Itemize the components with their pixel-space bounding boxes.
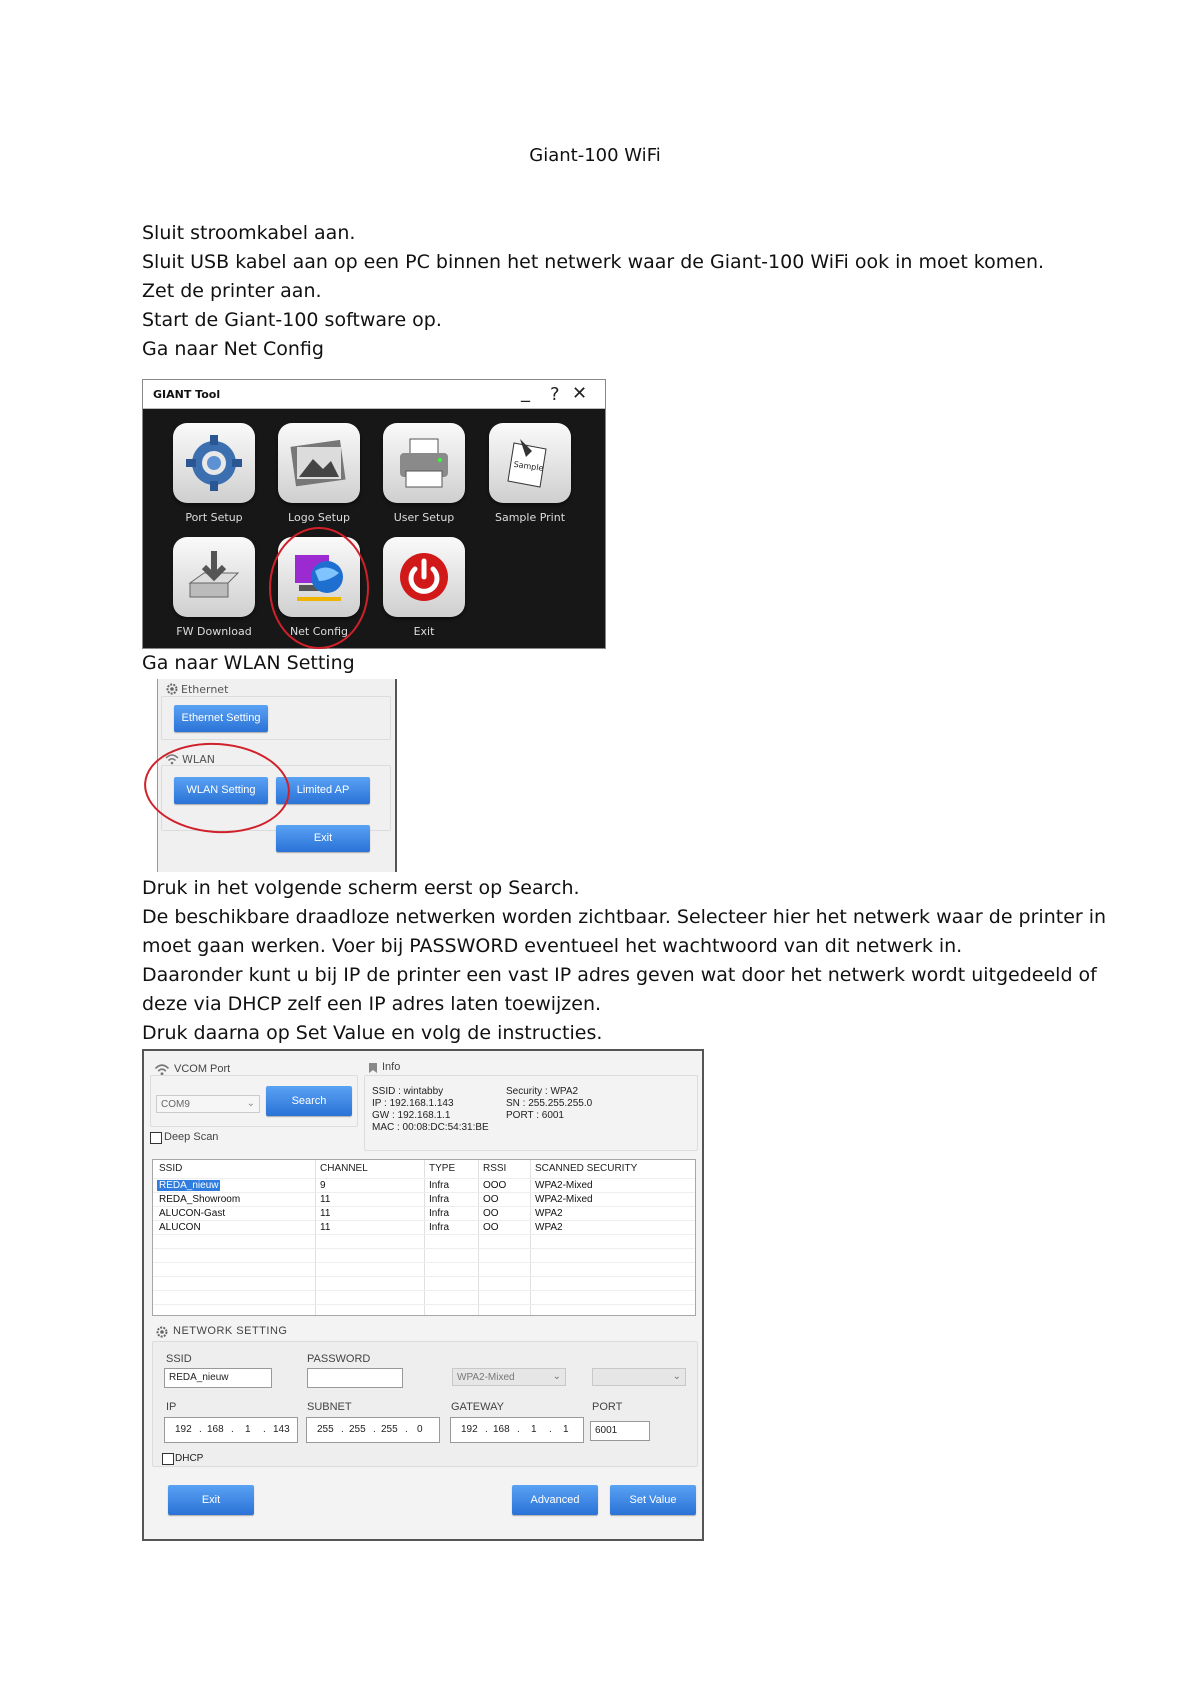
- port-field[interactable]: 6001: [590, 1421, 650, 1441]
- gateway-octet: 1: [531, 1424, 537, 1435]
- instruction-line: Zet de printer aan.: [142, 280, 322, 302]
- ethernet-label: Ethernet: [181, 683, 229, 696]
- ssid-label: SSID: [166, 1353, 192, 1365]
- instruction-line: moet gaan werken. Voer bij PASSWORD eventueel het wachtwoord van dit netwerk in.: [142, 935, 963, 957]
- security-cell: WPA2-Mixed: [535, 1180, 593, 1191]
- ssid-cell: ALUCON: [159, 1222, 201, 1233]
- rssi-cell: OOO: [483, 1180, 507, 1191]
- security-cell: WPA2: [535, 1208, 563, 1219]
- port-setup-button[interactable]: [173, 423, 255, 503]
- ip-octet: 192: [175, 1424, 192, 1435]
- password-label: PASSWORD: [307, 1353, 371, 1365]
- tile-label: Sample Print: [494, 511, 566, 524]
- table-row[interactable]: [153, 1221, 695, 1235]
- subnet-octet: 255: [317, 1424, 334, 1435]
- ssid-cell: REDA_nieuw: [159, 1180, 219, 1191]
- giant-tool-window: [142, 379, 606, 649]
- user-setup-button[interactable]: [383, 423, 465, 503]
- subnet-octet: 255: [381, 1424, 398, 1435]
- network-globe-icon: [289, 547, 349, 607]
- fw-download-button[interactable]: [173, 537, 255, 617]
- dhcp-label: DHCP: [175, 1453, 204, 1464]
- ssid-cell: ALUCON-Gast: [159, 1208, 226, 1219]
- instruction-line: Druk daarna op Set Value en volg de instructies.: [142, 1022, 603, 1044]
- subnet-octet: 0: [417, 1424, 423, 1435]
- security-cell: WPA2: [535, 1222, 563, 1233]
- subnet-label: SUBNET: [307, 1401, 352, 1413]
- limited-ap-button[interactable]: Limited AP: [276, 777, 370, 804]
- type-cell: Infra: [429, 1194, 450, 1205]
- wifi-icon: [165, 753, 179, 765]
- tile-label: Logo Setup: [288, 511, 350, 524]
- instruction-line: Daaronder kunt u bij IP de printer een vast IP adres geven wat door het netwerk wordt uitgedeeld of: [142, 964, 1097, 986]
- instruction-line: Start de Giant-100 software op.: [142, 309, 442, 331]
- tile-label: Net Config: [289, 625, 349, 638]
- rssi-cell: OO: [483, 1208, 499, 1219]
- image-icon: [289, 433, 349, 493]
- tile-label: Exit: [413, 625, 435, 638]
- tile-label: User Setup: [393, 511, 455, 524]
- gateway-field[interactable]: 192 . 168 . 1 . 1: [450, 1417, 584, 1443]
- channel-cell: 11: [320, 1194, 331, 1205]
- ip-octet: 168: [207, 1424, 224, 1435]
- port-label: PORT: [592, 1401, 623, 1413]
- rssi-cell: OO: [483, 1222, 499, 1233]
- table-row[interactable]: [153, 1179, 695, 1193]
- instruction-line: Sluit stroomkabel aan.: [142, 222, 356, 244]
- info-ssid: SSID : wintabby: [372, 1086, 444, 1097]
- gear-icon: [166, 683, 178, 695]
- instruction-line: Sluit USB kabel aan op een PC binnen het netwerk waar de Giant-100 WiFi ook in moet komen.: [142, 251, 1045, 273]
- table-row[interactable]: [153, 1207, 695, 1221]
- gear-icon: [156, 1326, 168, 1338]
- info-ip: IP : 192.168.1.143: [372, 1098, 454, 1109]
- ip-octet: 1: [245, 1424, 251, 1435]
- wlan-setting-dialog: [142, 1049, 704, 1541]
- network-setting-label: NETWORK SETTING: [173, 1325, 288, 1337]
- instruction-line: Druk in het volgende scherm eerst op Search.: [142, 877, 580, 899]
- column-header-channel: CHANNEL: [320, 1163, 368, 1174]
- deep-scan-label: Deep Scan: [164, 1131, 219, 1143]
- instruction-line: De beschikbare draadloze netwerken worden zichtbaar. Selecteer hier het netwerk waar de printer in: [142, 906, 1107, 928]
- document-title: Giant-100 WiFi: [529, 145, 661, 166]
- power-icon: [394, 547, 454, 607]
- exit-button[interactable]: Exit: [168, 1485, 254, 1515]
- exit-button[interactable]: Exit: [276, 825, 370, 852]
- gear-icon: [184, 433, 244, 493]
- dhcp-checkbox[interactable]: [162, 1453, 174, 1465]
- instructions-block-3: [142, 874, 1106, 1048]
- column-header-type: TYPE: [429, 1163, 456, 1174]
- instruction-line: deze via DHCP zelf een IP adres laten toewijzen.: [142, 993, 602, 1015]
- info-label: Info: [382, 1061, 401, 1073]
- chevron-down-icon: ⌄: [672, 1371, 681, 1382]
- subnet-octet: 255: [349, 1424, 366, 1435]
- info-mac: MAC : 00:08:DC:54:31:BE: [372, 1122, 489, 1133]
- chevron-down-icon: ⌄: [246, 1098, 255, 1109]
- ssid-cell: REDA_Showroom: [159, 1194, 241, 1205]
- channel-cell: 9: [320, 1180, 326, 1191]
- security-cell: WPA2-Mixed: [535, 1194, 593, 1205]
- deep-scan-checkbox[interactable]: [150, 1132, 162, 1144]
- rssi-cell: OO: [483, 1194, 499, 1205]
- com-port-select[interactable]: [156, 1095, 260, 1113]
- sample-receipt-icon: [500, 433, 560, 493]
- info-port: PORT : 6001: [506, 1110, 564, 1121]
- tile-label: FW Download: [176, 625, 252, 638]
- advanced-button[interactable]: Advanced: [512, 1485, 598, 1515]
- info-gateway: GW : 192.168.1.1: [372, 1110, 451, 1121]
- logo-setup-button[interactable]: [278, 423, 360, 503]
- minimize-icon[interactable]: _: [521, 382, 530, 403]
- channel-cell: 11: [320, 1208, 331, 1219]
- ip-label: IP: [166, 1401, 177, 1413]
- gateway-octet: 168: [493, 1424, 510, 1435]
- info-security: Security : WPA2: [506, 1086, 579, 1097]
- com-port-value: COM9: [161, 1099, 190, 1110]
- tile-label: Port Setup: [185, 511, 243, 524]
- search-button[interactable]: Search: [266, 1086, 352, 1116]
- subnet-field[interactable]: 255 . 255 . 255 . 0: [306, 1417, 440, 1443]
- password-field[interactable]: [307, 1368, 403, 1388]
- title-bar: [143, 380, 605, 409]
- gateway-octet: 1: [563, 1424, 569, 1435]
- column-header-rssi: RSSI: [483, 1163, 507, 1174]
- net-config-button[interactable]: [278, 537, 360, 617]
- wlan-setting-button[interactable]: WLAN Setting: [174, 777, 268, 804]
- ip-octet: 143: [273, 1424, 290, 1435]
- ssid-field[interactable]: REDA_nieuw: [164, 1368, 272, 1388]
- cipher-select[interactable]: [592, 1368, 686, 1386]
- gateway-octet: 192: [461, 1424, 478, 1435]
- channel-cell: 11: [320, 1222, 331, 1233]
- vcom-port-label: VCOM Port: [174, 1063, 231, 1075]
- set-value-button[interactable]: Set Value: [610, 1485, 696, 1515]
- network-list-table[interactable]: [152, 1159, 696, 1316]
- download-drive-icon: [184, 547, 244, 607]
- exit-button[interactable]: [383, 537, 465, 617]
- column-header-ssid: SSID: [159, 1163, 183, 1174]
- instruction-line: Ga naar Net Config: [142, 338, 324, 360]
- instruction-line: Ga naar WLAN Setting: [142, 652, 355, 674]
- instructions-block-1: [142, 219, 1044, 364]
- window-title: GIANT Tool: [153, 388, 221, 401]
- help-icon[interactable]: ?: [550, 384, 560, 405]
- net-config-dialog: [157, 679, 397, 872]
- type-cell: Infra: [429, 1222, 450, 1233]
- ip-field[interactable]: 192 . 168 . 1 . 143: [164, 1417, 298, 1443]
- security-select-value: WPA2-Mixed: [457, 1372, 515, 1383]
- svg-text:Sample: Sample: [513, 459, 545, 473]
- chevron-down-icon: ⌄: [552, 1371, 561, 1382]
- close-icon[interactable]: ✕: [572, 383, 588, 404]
- table-row[interactable]: [153, 1193, 695, 1207]
- ethernet-setting-button[interactable]: Ethernet Setting: [174, 705, 268, 732]
- type-cell: Infra: [429, 1180, 450, 1191]
- sample-print-button[interactable]: [489, 423, 571, 503]
- security-select[interactable]: [452, 1368, 566, 1386]
- printer-icon: [394, 433, 454, 493]
- type-cell: Infra: [429, 1208, 450, 1219]
- wlan-label: WLAN: [182, 753, 216, 766]
- bookmark-icon: [368, 1062, 378, 1074]
- column-header-security: SCANNED SECURITY: [535, 1163, 638, 1174]
- gateway-label: GATEWAY: [451, 1401, 504, 1413]
- info-subnet: SN : 255.255.255.0: [506, 1098, 593, 1109]
